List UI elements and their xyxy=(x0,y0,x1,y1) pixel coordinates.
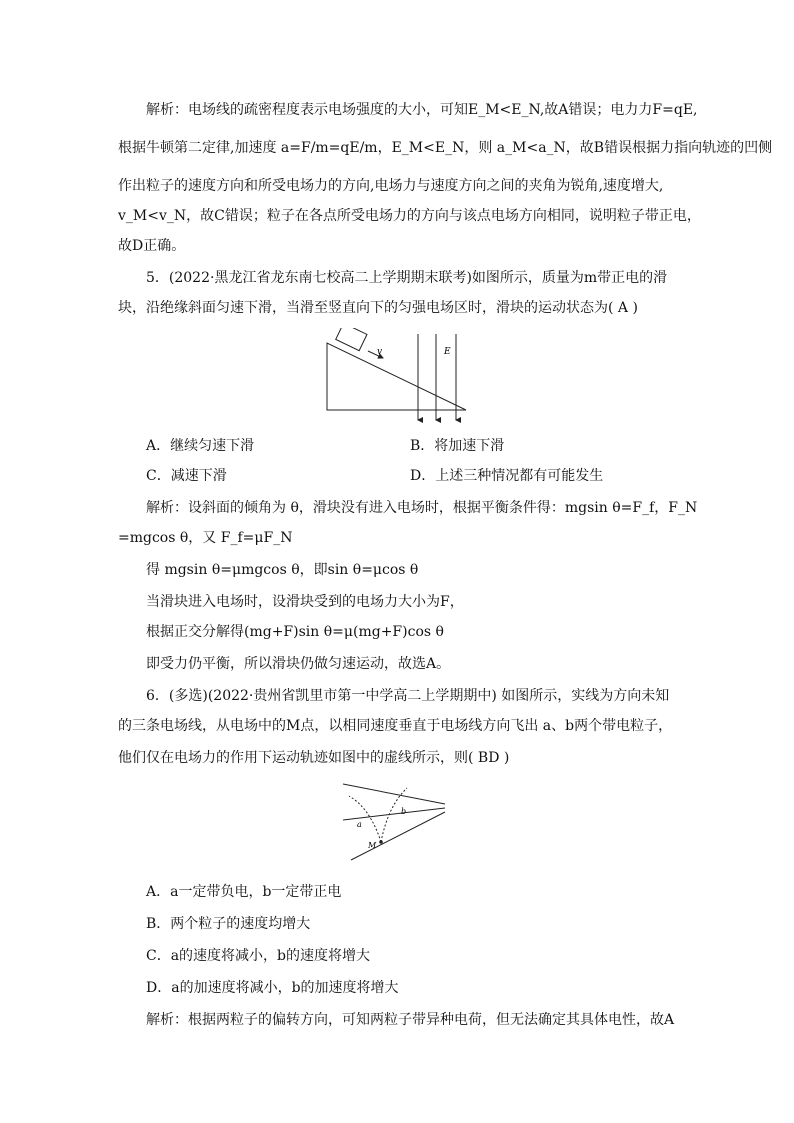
q5-solution-line3: 得 mgsin θ=μmgcos θ，即sin θ=μcos θ xyxy=(146,562,419,578)
sliding-block xyxy=(336,328,367,351)
q5-solution-line1: 解析：设斜面的倾角为 θ，滑块没有进入电场时，根据平衡条件得：mgsin θ=F_f，F_N xyxy=(146,500,698,516)
analysis4-line2: 根据牛顿第二定律,加速度 a=F/m=qE/m，E_M<E_N，则 a_M<a_N，故B错误根据力指向轨迹的凹侧 xyxy=(118,140,773,156)
field-line-bottom xyxy=(351,812,445,860)
q5-figure-incline xyxy=(320,328,480,424)
q6-solution-line1: 解析：根据两粒子的偏转方向，可知两粒子带异种电荷，但无法确定其具体电性，故A xyxy=(146,1012,675,1028)
q5-option-a: A．继续匀速下滑 xyxy=(146,438,255,454)
q6-option-d: D．a的加速度将减小，b的加速度将增大 xyxy=(146,980,399,996)
analysis4-line1: 解析：电场线的疏密程度表示电场强度的大小，可知E_M<E_N,故A错误；电力力F=qE, xyxy=(146,102,698,118)
point-M xyxy=(379,840,383,844)
q6-option-a: A．a一定带负电，b一定带正电 xyxy=(146,884,342,900)
q5-option-d: D．上述三种情况都有可能发生 xyxy=(410,468,604,484)
q5-solution-line6: 即受力仍平衡，所以滑块仍做匀速运动，故选A。 xyxy=(146,656,451,672)
analysis4-line3: 作出粒子的速度方向和所受电场力的方向,电场力与速度方向之间的夹角为锐角,速度增大, xyxy=(118,178,664,194)
q5-stem-line2: 块，沿绝缘斜面匀速下滑，当滑至竖直向下的匀强电场区时，滑块的运动状态为( A ) xyxy=(118,300,638,316)
q5-solution-line4: 当滑块进入电场时，设滑块受到的电场力大小为F， xyxy=(146,594,464,610)
q6-figure-field-lines xyxy=(335,778,455,868)
q5-option-b: B．将加速下滑 xyxy=(410,438,505,454)
label-M: M xyxy=(368,841,377,850)
velocity-label: v xyxy=(377,347,383,357)
field-label-E: E xyxy=(444,347,451,357)
q6-stem-line2: 的三条电场线，从电场中的M点，以相同速度垂直于电场线方向飞出 a、b两个带电粒子， xyxy=(118,718,673,734)
analysis4-line4: v_M<v_N，故C错误；粒子在各点所受电场力的方向与该点电场方向相同，说明粒子带正电， xyxy=(118,208,701,224)
q5-solution-line5: 根据正交分解得(mg+F)sin θ=μ(mg+F)cos θ xyxy=(146,624,444,640)
field-line-middle xyxy=(343,808,445,820)
q5-option-c: C．减速下滑 xyxy=(146,468,227,484)
q5-stem-line1: 5．(2022·黑龙江省龙东南七校高二上学期期末联考)如图所示，质量为m带正电的滑 xyxy=(146,270,668,286)
field-line-top xyxy=(343,784,445,804)
analysis4-line5: 故D正确。 xyxy=(118,238,186,254)
q6-option-b: B．两个粒子的速度均增大 xyxy=(146,916,311,932)
q6-stem-line3: 他们仅在电场力的作用下运动轨迹如图中的虚线所示，则( BD ) xyxy=(118,750,510,766)
q6-option-c: C．a的速度将减小，b的速度将增大 xyxy=(146,948,371,964)
q6-stem-line1: 6．(多选)(2022·贵州省凯里市第一中学高二上学期期中) 如图所示，实线为方向未知 xyxy=(146,688,670,704)
label-b: b xyxy=(401,807,407,816)
q5-solution-line2: =mgcos θ，又 F_f=μF_N xyxy=(118,530,293,546)
label-a: a xyxy=(357,820,362,829)
